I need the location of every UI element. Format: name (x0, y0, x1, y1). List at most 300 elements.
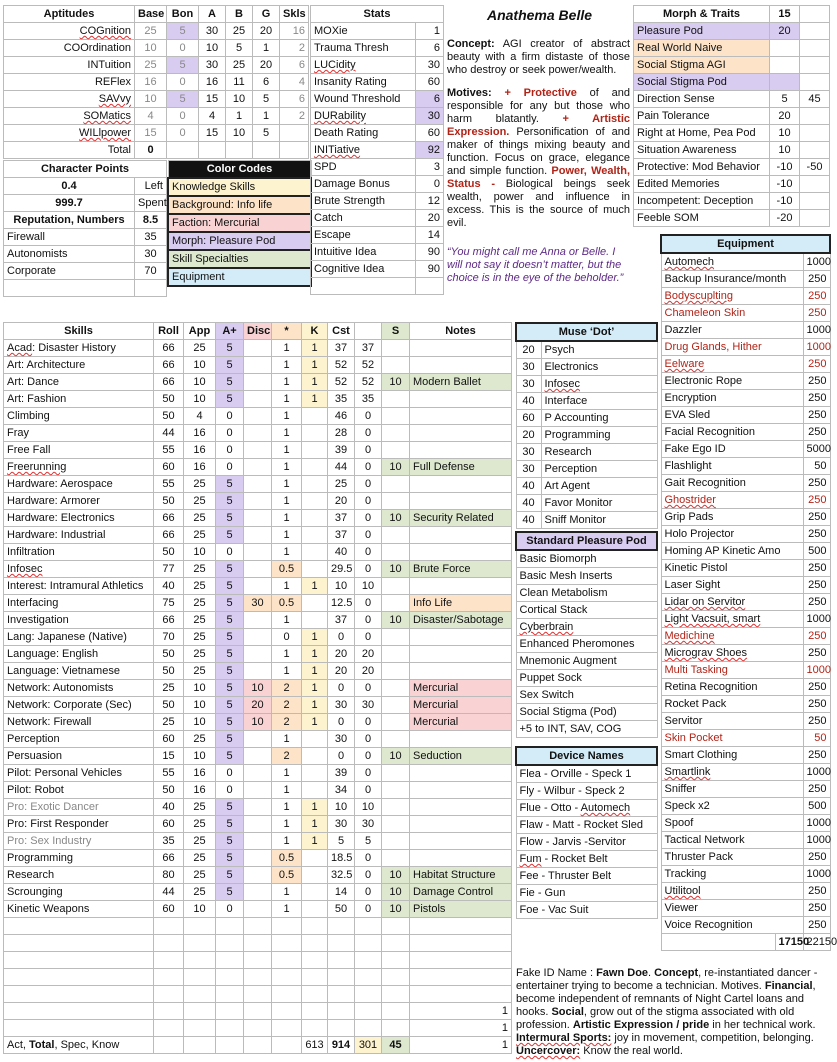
skill-specialty: 10 (382, 867, 410, 884)
pod-row (516, 619, 657, 636)
aptitude-row (4, 108, 309, 125)
skill-cost: 0 (328, 748, 355, 765)
skill-multiplier: 0.5 (272, 561, 302, 578)
skill-multiplier: 1 (272, 578, 302, 595)
skill-name: Lang: Japanese (Native) (4, 629, 154, 646)
trait-cost: -10 (770, 176, 800, 193)
muse-value: 40 (516, 495, 541, 512)
skill-knowledge: 1 (302, 697, 328, 714)
aptitude-b: 10 (226, 91, 253, 108)
reputation-value: 70 (135, 263, 167, 280)
equipment-cost: 1000 (803, 764, 830, 781)
skill-morph-bonus: 0 (216, 782, 244, 799)
equipment-cost: 250 (803, 356, 830, 373)
skill-morph-bonus: 5 (216, 816, 244, 833)
device-name: Fly - Wilbur - Speck 2 (516, 783, 657, 800)
skill-multiplier: 1 (272, 901, 302, 918)
stat-value: 92 (416, 142, 444, 159)
skill-multiplier: 0.5 (272, 867, 302, 884)
trait-name: Pain Tolerance (634, 108, 770, 125)
skill-aptitude: 25 (184, 663, 216, 680)
blank-cell (302, 952, 328, 969)
skill-empty-row (4, 986, 512, 1003)
blank-cell (272, 1003, 302, 1020)
skill-multiplier: 1 (272, 510, 302, 527)
skill-aptitude: 25 (184, 629, 216, 646)
skill-know-cost: 0 (355, 765, 382, 782)
equipment-cost: 250 (803, 594, 830, 611)
aptitude-g: 1 (253, 108, 280, 125)
skill-cost: 14 (328, 884, 355, 901)
blank-cell (4, 918, 154, 935)
blank-cell (199, 142, 226, 159)
skill-notes (410, 493, 512, 510)
skill-discount (244, 663, 272, 680)
skill-cost: 10 (328, 578, 355, 595)
morph-trait-row (634, 159, 830, 176)
skill-aptitude: 25 (184, 578, 216, 595)
skill-cost: 37 (328, 510, 355, 527)
aptitude-g: 20 (253, 23, 280, 40)
aptitude-b: 25 (226, 57, 253, 74)
reputation-row (4, 263, 167, 280)
skill-morph-bonus: 5 (216, 527, 244, 544)
skill-cost: 37 (328, 527, 355, 544)
skill-notes: Pistols (410, 901, 512, 918)
skill-aptitude: 25 (184, 510, 216, 527)
skill-discount (244, 867, 272, 884)
pod-row (516, 670, 657, 687)
skill-multiplier: 1 (272, 425, 302, 442)
skill-knowledge: 1 (302, 816, 328, 833)
equipment-name: Thruster Pack (661, 849, 803, 866)
muse-skill: P Accounting (541, 410, 657, 427)
blank-cell (216, 935, 244, 952)
skill-specialty (382, 714, 410, 731)
blank-cell (272, 986, 302, 1003)
equipment-cost: 250 (803, 492, 830, 509)
skill-aptitude: 25 (184, 476, 216, 493)
blank-cell (272, 935, 302, 952)
aptitude-name: COGnition (4, 23, 135, 40)
equipment-row (661, 253, 830, 271)
equipment-name: Holo Projector (661, 526, 803, 543)
blank-cell (4, 969, 154, 986)
skill-row (4, 663, 512, 680)
reputation-name: Corporate (4, 263, 135, 280)
skill-name: Art: Fashion (4, 391, 154, 408)
aptitude-a: 30 (199, 23, 226, 40)
skill-cost: 39 (328, 765, 355, 782)
blank-cell (382, 935, 410, 952)
trait-name: Situation Awareness (634, 142, 770, 159)
skill-notes (410, 391, 512, 408)
skill-roll: 44 (154, 884, 184, 901)
device-row (516, 885, 657, 902)
skill-aptitude: 10 (184, 544, 216, 561)
equipment-row (661, 900, 830, 917)
skill-row (4, 731, 512, 748)
skill-specialty (382, 340, 410, 357)
skill-specialty: 10 (382, 884, 410, 901)
skill-know-cost: 0 (355, 442, 382, 459)
skill-notes: Disaster/Sabotage (410, 612, 512, 629)
skill-discount (244, 527, 272, 544)
skill-name: Language: English (4, 646, 154, 663)
blank-cell (328, 969, 355, 986)
skill-row (4, 629, 512, 646)
skill-discount (244, 425, 272, 442)
motive-protective-text: of and responsible for any but those who harm blatantly. (447, 87, 631, 125)
skill-notes (410, 850, 512, 867)
skill-notes: Info Life (410, 595, 512, 612)
aptitude-g: 1 (253, 40, 280, 57)
blank-cell (216, 1020, 244, 1037)
skill-aptitude: 25 (184, 527, 216, 544)
device-row (516, 783, 657, 800)
skill-discount (244, 578, 272, 595)
muse-skill: Art Agent (541, 478, 657, 495)
blank-cell (355, 1003, 382, 1020)
equipment-cost: 250 (803, 696, 830, 713)
skill-roll: 50 (154, 408, 184, 425)
equipment-cost: 250 (803, 628, 830, 645)
skill-know-cost: 0 (355, 561, 382, 578)
device-name: Flow - Jarvis -Servitor (516, 834, 657, 851)
motive-power-text: Biological beings seek wealth, power and influence in excess. This is the source of much evil. (447, 178, 630, 229)
trait-cost (770, 74, 800, 91)
pod-row (516, 636, 657, 653)
equipment-cost: 50 (803, 730, 830, 747)
equipment-name: Ghostrider (661, 492, 803, 509)
skill-name: Climbing (4, 408, 154, 425)
skill-knowledge: 1 (302, 663, 328, 680)
blank-cell (216, 952, 244, 969)
skill-aptitude: 10 (184, 374, 216, 391)
skill-know-cost: 20 (355, 663, 382, 680)
stat-row (311, 261, 444, 278)
skill-roll: 77 (154, 561, 184, 578)
equipment-row (661, 611, 830, 628)
skill-aptitude: 10 (184, 680, 216, 697)
trait-extra (800, 40, 830, 57)
aptitude-name: REFlex (4, 74, 135, 91)
equipment-name: Speck x2 (661, 798, 803, 815)
equipment-cost: 250 (803, 390, 830, 407)
skill-know-cost: 52 (355, 357, 382, 374)
aptitude-skills: 6 (280, 57, 309, 74)
skill-specialty (382, 697, 410, 714)
skill-row (4, 850, 512, 867)
footer-know-total: 301 (355, 1037, 382, 1054)
morph-trait-row (634, 23, 830, 40)
equipment-row (661, 509, 830, 526)
aptitude-base: 15 (135, 125, 167, 142)
skill-know-cost: 0 (355, 714, 382, 731)
skill-discount (244, 374, 272, 391)
aptitudes-header-cell: Base (135, 6, 167, 23)
skill-roll: 44 (154, 425, 184, 442)
blank-cell (154, 1020, 184, 1037)
aptitude-skills: 2 (280, 108, 309, 125)
skill-specialty (382, 544, 410, 561)
trait-cost: 20 (770, 108, 800, 125)
skill-specialty (382, 782, 410, 799)
skill-knowledge (302, 901, 328, 918)
muse-value: 60 (516, 410, 541, 427)
skill-knowledge: 1 (302, 629, 328, 646)
skill-knowledge (302, 544, 328, 561)
skill-name: Research (4, 867, 154, 884)
skill-specialty (382, 663, 410, 680)
skill-knowledge: 1 (302, 578, 328, 595)
skill-know-cost: 0 (355, 901, 382, 918)
skill-morph-bonus: 5 (216, 697, 244, 714)
color-code-background: Background: Info life (168, 196, 311, 214)
aptitude-row (4, 57, 309, 74)
skills-header-cell: Skills (4, 323, 154, 340)
blank-cell (244, 952, 272, 969)
skill-discount (244, 493, 272, 510)
blank-cell (184, 986, 216, 1003)
pod-ware: Mnemonic Augment (516, 653, 657, 670)
skill-cost: 0 (328, 680, 355, 697)
blank-cell (244, 1020, 272, 1037)
skill-knowledge: 1 (302, 714, 328, 731)
skill-notes (410, 799, 512, 816)
skill-row (4, 748, 512, 765)
skill-discount (244, 459, 272, 476)
skill-know-cost: 0 (355, 595, 382, 612)
stat-value: 12 (416, 193, 444, 210)
skill-discount: 10 (244, 714, 272, 731)
skill-roll: 66 (154, 374, 184, 391)
equipment-row (661, 543, 830, 560)
points-spent-label: Spent (135, 195, 167, 212)
aptitude-name: INTuition (4, 57, 135, 74)
skill-aptitude: 25 (184, 884, 216, 901)
skill-knowledge: 1 (302, 833, 328, 850)
footer-spec-total: 45 (382, 1037, 410, 1054)
skill-roll: 50 (154, 544, 184, 561)
stat-value: 20 (416, 210, 444, 227)
stat-row (311, 74, 444, 91)
equipment-cost: 250 (803, 509, 830, 526)
skill-morph-bonus: 5 (216, 731, 244, 748)
blank-cell (355, 969, 382, 986)
skill-notes (410, 442, 512, 459)
equipment-row (661, 713, 830, 730)
skills-header-cell: A+ (216, 323, 244, 340)
skill-row (4, 340, 512, 357)
blank-cell (272, 952, 302, 969)
skill-know-cost: 0 (355, 731, 382, 748)
skill-know-cost: 10 (355, 799, 382, 816)
aptitude-skills: 4 (280, 74, 309, 91)
skill-cost: 20 (328, 646, 355, 663)
skill-know-cost: 0 (355, 782, 382, 799)
skill-morph-bonus: 5 (216, 561, 244, 578)
aptitude-b: 5 (226, 40, 253, 57)
skill-discount (244, 442, 272, 459)
skill-name: Kinetic Weapons (4, 901, 154, 918)
blank-cell (355, 918, 382, 935)
aptitude-skills: 2 (280, 40, 309, 57)
skill-cost: 18.5 (328, 850, 355, 867)
skill-cost: 32.5 (328, 867, 355, 884)
skill-morph-bonus: 5 (216, 867, 244, 884)
blank-cell (328, 952, 355, 969)
skill-row (4, 714, 512, 731)
blank-cell (216, 918, 244, 935)
skill-row (4, 765, 512, 782)
device-row (516, 800, 657, 817)
skill-morph-bonus: 5 (216, 850, 244, 867)
equipment-row (661, 679, 830, 696)
skill-know-cost: 0 (355, 476, 382, 493)
muse-row (516, 461, 657, 478)
blank-cell (216, 986, 244, 1003)
trait-extra (800, 23, 830, 40)
skill-know-cost: 0 (355, 510, 382, 527)
muse-row (516, 359, 657, 376)
equipment-cost: 250 (803, 645, 830, 662)
muse-skill: Sniff Monitor (541, 512, 657, 529)
skill-morph-bonus: 0 (216, 442, 244, 459)
aptitudes-table (3, 5, 309, 159)
skill-roll: 60 (154, 459, 184, 476)
equipment-cost: 1000 (803, 611, 830, 628)
muse-skill: Favor Monitor (541, 495, 657, 512)
skill-specialty (382, 357, 410, 374)
trait-name: Right at Home, Pea Pod (634, 125, 770, 142)
skill-roll: 50 (154, 663, 184, 680)
skill-notes (410, 578, 512, 595)
trait-cost: -10 (770, 193, 800, 210)
stat-name: DURability (311, 108, 416, 125)
motives-label: Motives: (447, 87, 492, 99)
blank-cell (244, 935, 272, 952)
skill-notes (410, 782, 512, 799)
reputation-name: Firewall (4, 229, 135, 246)
device-name: Fee - Thruster Belt (516, 868, 657, 885)
color-code-faction: Faction: Mercurial (168, 214, 311, 232)
skill-aptitude: 10 (184, 901, 216, 918)
equipment-row (661, 747, 830, 764)
equipment-name: EVA Sled (661, 407, 803, 424)
trait-name: Social Stigma AGI (634, 57, 770, 74)
equipment-name: Light Vacsuit, smart (661, 611, 803, 628)
skill-notes: Damage Control (410, 884, 512, 901)
equipment-row (661, 339, 830, 356)
stat-name: Intuitive Idea (311, 244, 416, 261)
skill-morph-bonus: 5 (216, 646, 244, 663)
skill-row (4, 493, 512, 510)
equipment-cost: 250 (803, 424, 830, 441)
pod-label: Standard Pleasure Pod (516, 532, 657, 550)
skill-multiplier: 1 (272, 408, 302, 425)
trait-name: Protective: Mod Behavior (634, 159, 770, 176)
aptitude-a: 30 (199, 57, 226, 74)
skill-roll: 66 (154, 357, 184, 374)
skill-multiplier: 1 (272, 527, 302, 544)
skill-knowledge: 1 (302, 680, 328, 697)
skill-row (4, 578, 512, 595)
skill-row (4, 901, 512, 918)
trait-name: Social Stigma Pod (634, 74, 770, 91)
skill-roll: 80 (154, 867, 184, 884)
equipment-cost: 1000 (803, 832, 830, 849)
footer-k-total: 613 (302, 1037, 328, 1054)
stat-row (311, 125, 444, 142)
morph-traits-table (633, 5, 830, 227)
skill-know-cost: 52 (355, 374, 382, 391)
motive-protective-label: + Protective (504, 87, 577, 99)
blank-cell (154, 986, 184, 1003)
equipment-name: Medichine (661, 628, 803, 645)
skill-specialty (382, 595, 410, 612)
stat-row (311, 23, 444, 40)
blank-cell (328, 1003, 355, 1020)
pod-row (516, 653, 657, 670)
skill-roll: 66 (154, 510, 184, 527)
blank-cell (154, 935, 184, 952)
morph-traits-label: Morph & Traits (634, 6, 770, 23)
equipment-table (660, 234, 837, 951)
points-spent-value: 999.7 (4, 195, 135, 212)
reputation-value: 35 (135, 229, 167, 246)
skill-multiplier: 1 (272, 493, 302, 510)
trait-cost: -20 (770, 210, 800, 227)
color-code-equipment: Equipment (168, 268, 311, 286)
skill-specialty: 10 (382, 612, 410, 629)
skill-cost: 30 (328, 731, 355, 748)
muse-skill: Interface (541, 393, 657, 410)
equipment-cost: 1000 (803, 866, 830, 883)
stat-row (311, 227, 444, 244)
skill-multiplier: 1 (272, 374, 302, 391)
skill-morph-bonus: 5 (216, 493, 244, 510)
devices-label: Device Names (516, 747, 657, 765)
trait-cost: 10 (770, 142, 800, 159)
blank-cell (302, 986, 328, 1003)
morph-trait-row (634, 74, 830, 91)
skill-roll: 50 (154, 782, 184, 799)
skill-specialty (382, 425, 410, 442)
equipment-grand-total: 22150 (803, 934, 830, 951)
aptitude-base: 16 (135, 74, 167, 91)
skill-cost: 10 (328, 799, 355, 816)
skill-knowledge (302, 561, 328, 578)
points-left-value: 0.4 (4, 178, 135, 195)
skill-roll: 25 (154, 680, 184, 697)
skill-know-cost: 10 (355, 578, 382, 595)
equipment-name: Retina Recognition (661, 679, 803, 696)
pod-ware: Cyberbrain (516, 619, 657, 636)
stat-row (311, 108, 444, 125)
skill-morph-bonus: 0 (216, 544, 244, 561)
color-code-specialties: Skill Specialties (168, 250, 311, 268)
skill-empty-notes: 1 (410, 1020, 512, 1037)
pod-row (516, 585, 657, 602)
stat-name: Escape (311, 227, 416, 244)
skill-empty-row (4, 1003, 512, 1020)
trait-name: Pleasure Pod (634, 23, 770, 40)
aptitude-g: 20 (253, 57, 280, 74)
equipment-cost: 1000 (803, 253, 830, 271)
blank-cell (302, 918, 328, 935)
aptitude-base: 4 (135, 108, 167, 125)
